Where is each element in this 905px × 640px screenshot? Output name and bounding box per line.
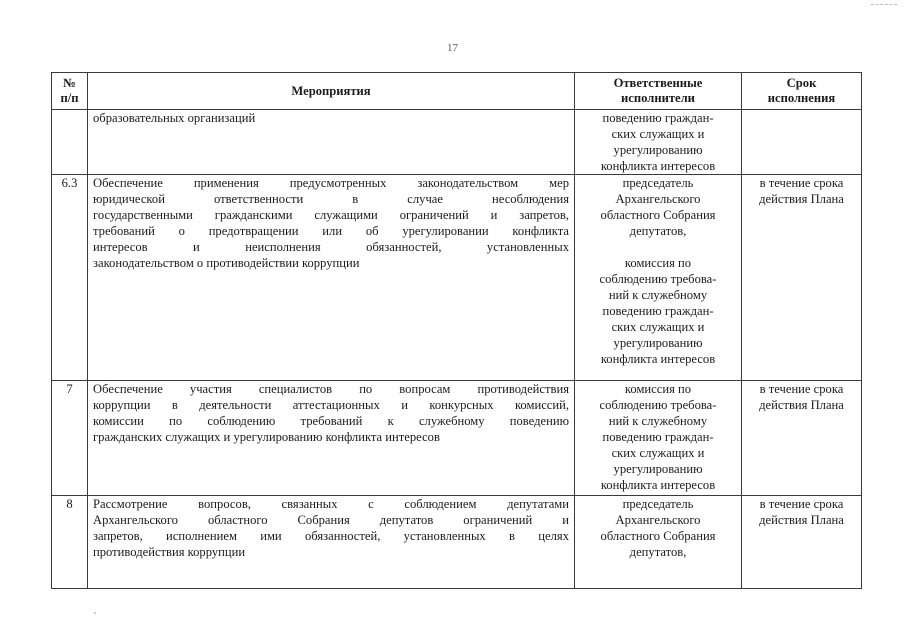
responsible-line: ских служащих и	[611, 127, 705, 141]
row-number: 7	[52, 381, 88, 496]
responsible-line: поведению граждан-	[602, 430, 714, 444]
activity-line: государственными гражданскими служащими ограничений и запретов,	[93, 208, 569, 222]
table-row	[52, 110, 862, 175]
row-number	[52, 110, 88, 175]
activity-line: Обеспечение участия специалистов по вопросам противодействия	[93, 382, 569, 396]
activity-line: комиссии по соблюдению требований к служебному поведению	[93, 414, 569, 428]
header-responsible	[575, 73, 742, 110]
header-number-line: п/п	[60, 91, 79, 105]
term-line: в течение срока	[759, 497, 844, 511]
table-row	[52, 381, 862, 496]
activity-line: Рассмотрение вопросов, связанных с соблюдением депутатами	[93, 497, 569, 511]
activity-line: коррупции в деятельности аттестационных и конкурсных комиссий,	[93, 398, 569, 412]
responsible-line: областного Собрания	[600, 208, 716, 222]
responsible-line: ний к служебному	[608, 414, 708, 428]
term-line: в течение срока	[759, 176, 844, 190]
responsible-line: поведению граждан-	[602, 111, 714, 125]
responsible-line: депутатов,	[629, 224, 687, 238]
activity-line: Архангельского областного Собрания депутатов ограничений и	[93, 513, 569, 527]
term-line: действия Плана	[759, 513, 844, 527]
responsible-line: комиссия по	[624, 382, 692, 396]
scan-edge-mark	[871, 4, 897, 6]
activity-line: требований о предотвращении или об урегулировании конфликта	[93, 224, 569, 238]
activity-line: интересов и неисполнения обязанностей, установленных	[93, 240, 569, 254]
responsible-line: соблюдению требова-	[599, 398, 717, 412]
responsible-line: депутатов,	[629, 545, 687, 559]
plan-table	[51, 72, 862, 589]
row-responsible	[575, 381, 742, 496]
responsible-line: урегулированию	[613, 143, 703, 157]
row-activity	[88, 110, 575, 175]
responsible-line: конфликта интересов	[600, 478, 716, 492]
header-activity: Мероприятия	[88, 73, 575, 110]
row-responsible	[575, 175, 742, 381]
header-term-line: исполнения	[767, 91, 836, 105]
responsible-line: ний к служебному	[608, 288, 708, 302]
row-activity	[88, 496, 575, 589]
responsible-line: Архангельского	[615, 513, 701, 527]
header-responsible-line: Ответственные	[613, 76, 703, 90]
page-number: 17	[447, 42, 458, 54]
row-term	[742, 110, 862, 175]
responsible-line: урегулированию	[613, 462, 703, 476]
row-responsible	[575, 496, 742, 589]
activity-line: юридической ответственности в случае несоблюдения	[93, 192, 569, 206]
row-activity	[88, 175, 575, 381]
activity-line: противодействия коррупции	[93, 545, 246, 559]
responsible-line: Архангельского	[615, 192, 701, 206]
responsible-line: комиссия по	[624, 256, 692, 270]
header-term-line: Срок	[786, 76, 817, 90]
row-term	[742, 496, 862, 589]
table-row	[52, 496, 862, 589]
responsible-line: поведению граждан-	[602, 304, 714, 318]
term-line: в течение срока	[759, 382, 844, 396]
header-number	[52, 73, 88, 110]
responsible-line: ских служащих и	[611, 320, 705, 334]
activity-line: образовательных организаций	[93, 111, 256, 125]
responsible-line: конфликта интересов	[600, 159, 716, 173]
row-term	[742, 175, 862, 381]
activity-line: законодательством о противодействии коррупции	[93, 256, 360, 270]
responsible-gap	[580, 239, 736, 255]
row-responsible	[575, 110, 742, 175]
activity-line: гражданских служащих и урегулированию конфликта интересов	[93, 430, 440, 444]
responsible-line: председатель	[622, 176, 694, 190]
scan-speck	[94, 612, 96, 614]
row-number: 8	[52, 496, 88, 589]
responsible-line: ских служащих и	[611, 446, 705, 460]
row-number: 6.3	[52, 175, 88, 381]
activity-line: Обеспечение применения предусмотренных законодательством мер	[93, 176, 569, 190]
responsible-line: областного Собрания	[600, 529, 716, 543]
responsible-line: соблюдению требова-	[599, 272, 717, 286]
responsible-line: председатель	[622, 497, 694, 511]
term-line: действия Плана	[759, 398, 844, 412]
header-term	[742, 73, 862, 110]
table-header-row	[52, 73, 862, 110]
activity-line: запретов, исполнением ими обязанностей, установленных в целях	[93, 529, 569, 543]
responsible-line: конфликта интересов	[600, 352, 716, 366]
responsible-line: урегулированию	[613, 336, 703, 350]
term-line: действия Плана	[759, 192, 844, 206]
row-term	[742, 381, 862, 496]
header-number-line: №	[63, 76, 76, 90]
header-responsible-line: исполнители	[621, 91, 695, 105]
row-activity	[88, 381, 575, 496]
table-row	[52, 175, 862, 381]
